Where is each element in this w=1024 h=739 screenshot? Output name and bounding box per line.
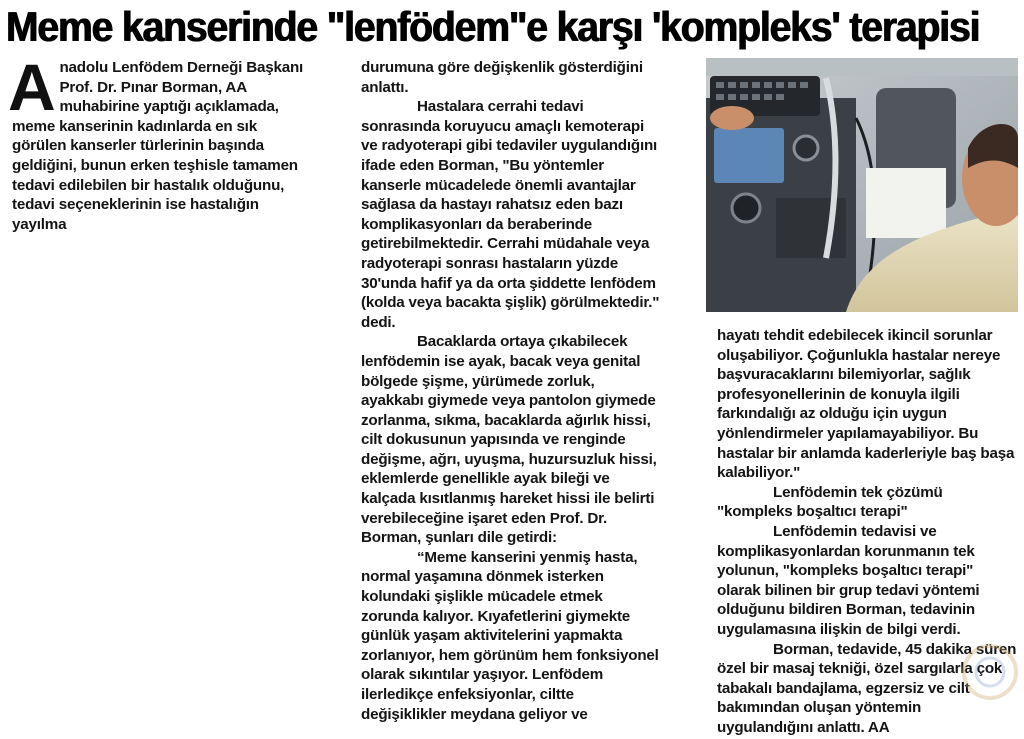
paragraph: Hastalara cerrahi tedavi sonrasında koruyucu amaçlı kemoterapi ve radyoterapi gibi tedaviler uygulandığını ifade eden Borman, "Bu yöntemler kanserle mücadelede önemli avantajlar sağlasa da hastayı rahatsız eden bazı komplikasyonları da beraberinde getirebilmektedir. Cerrahi müdahale veya radyoterapi sonrası hastaların yüzde 30'unda hafif ya da orta şiddette lenfödem (kolda veya bacakta şişlik) görülmektedir." dedi. (361, 98, 660, 331)
headline: Meme kanserinde "lenfödem"e karşı 'kompleks' terapisi (6, 3, 980, 50)
article-column-2 (361, 58, 661, 724)
watermark-stamp-icon (958, 640, 1022, 704)
paragraph: Lenfödemin tedavisi ve komplikasyonlardan korunmanın tek yolunun, "kompleks boşaltıcı terapi" olarak bilinen bir grup tedavi yöntemi olduğunu bildiren Borman, tedavinin uygulamasına ilişkin de bilgi verdi. (717, 522, 980, 638)
paragraph: durumuna göre değişkenlik gösterdiğini anlattı. (361, 59, 643, 96)
subheading: Lenfödemin tek çözümü "kompleks boşaltıcı terapi" (717, 483, 943, 521)
paragraph: Bacaklarda ortaya çıkabilecek lenfödemin ise ayak, bacak veya genital bölgede şişme, yürümede zorluk, ayakkabı giymede veya pantolon giymede zorlanma, sıkma, bacaklarda ağırlık hissi, cilt dokusunun yapısında ve renginde değişme, ağrı, uyuşma, huzursuzluk hissi, eklemlerde genellikle ayak bileği ve kalçada kısıtlanmış hareket hissi ile belirti verebileceğine işaret eden Prof. Dr. Borman, şunları dile getirdi: (361, 333, 657, 547)
paragraph-quote: “Meme kanserini yenmiş hasta, normal yaşamına dönmek isterken kolundaki şişlikle mücadele etmek zorunda kalıyor. Kıyafetlerini giymekte günlük yaşam aktivitelerini yapmakta zorlanıyor, hem görünüm hem fonksiyonel olarak sıkıntılar yaşıyor. Lenfödem ilerledikçe enfeksiyonlar, ciltte değişiklikler meydana geliyor ve (361, 548, 659, 723)
paragraph: hayatı tehdit edebilecek ikincil sorunlar oluşabiliyor. Çoğunlukla hastalar nereye başvuracaklarını bilemiyorlar, sağlık profesyonellerinin de konuyla ilgili farkındalığı az olduğu için uygun yönlendirmeler yapılamayabiliyor. Bu hastalar bir anlamda kaderleriyle baş başa kalabiliyor." (717, 327, 1015, 482)
paragraph-intro: nadolu Lenfödem Derneği Başkanı Prof. Dr. Pınar Borman, AA muhabirine yaptığı açıklamada, meme kanserinin kadınlarda en sık görülen kanserler türlerinin başında geldiğini, bunun erken teşhisle tamamen tedavi edilebilen bir hastalık olduğunu, tedavi seçeneklerinin ise hastalığın yayılma (12, 59, 304, 233)
article-photo (706, 58, 1018, 312)
article-column-1 (8, 50, 304, 234)
paragraph-closing: Borman, tedavide, 45 dakika süren özel bir masaj tekniği, özel sargılarla çok tabakalı bandajlama, egzersiz ve cilt bakımından oluşan yöntemin uygulandığını anlattı. AA (717, 640, 1017, 736)
drop-cap: A (8, 50, 56, 124)
ultrasound-scene-illustration (706, 58, 1018, 312)
